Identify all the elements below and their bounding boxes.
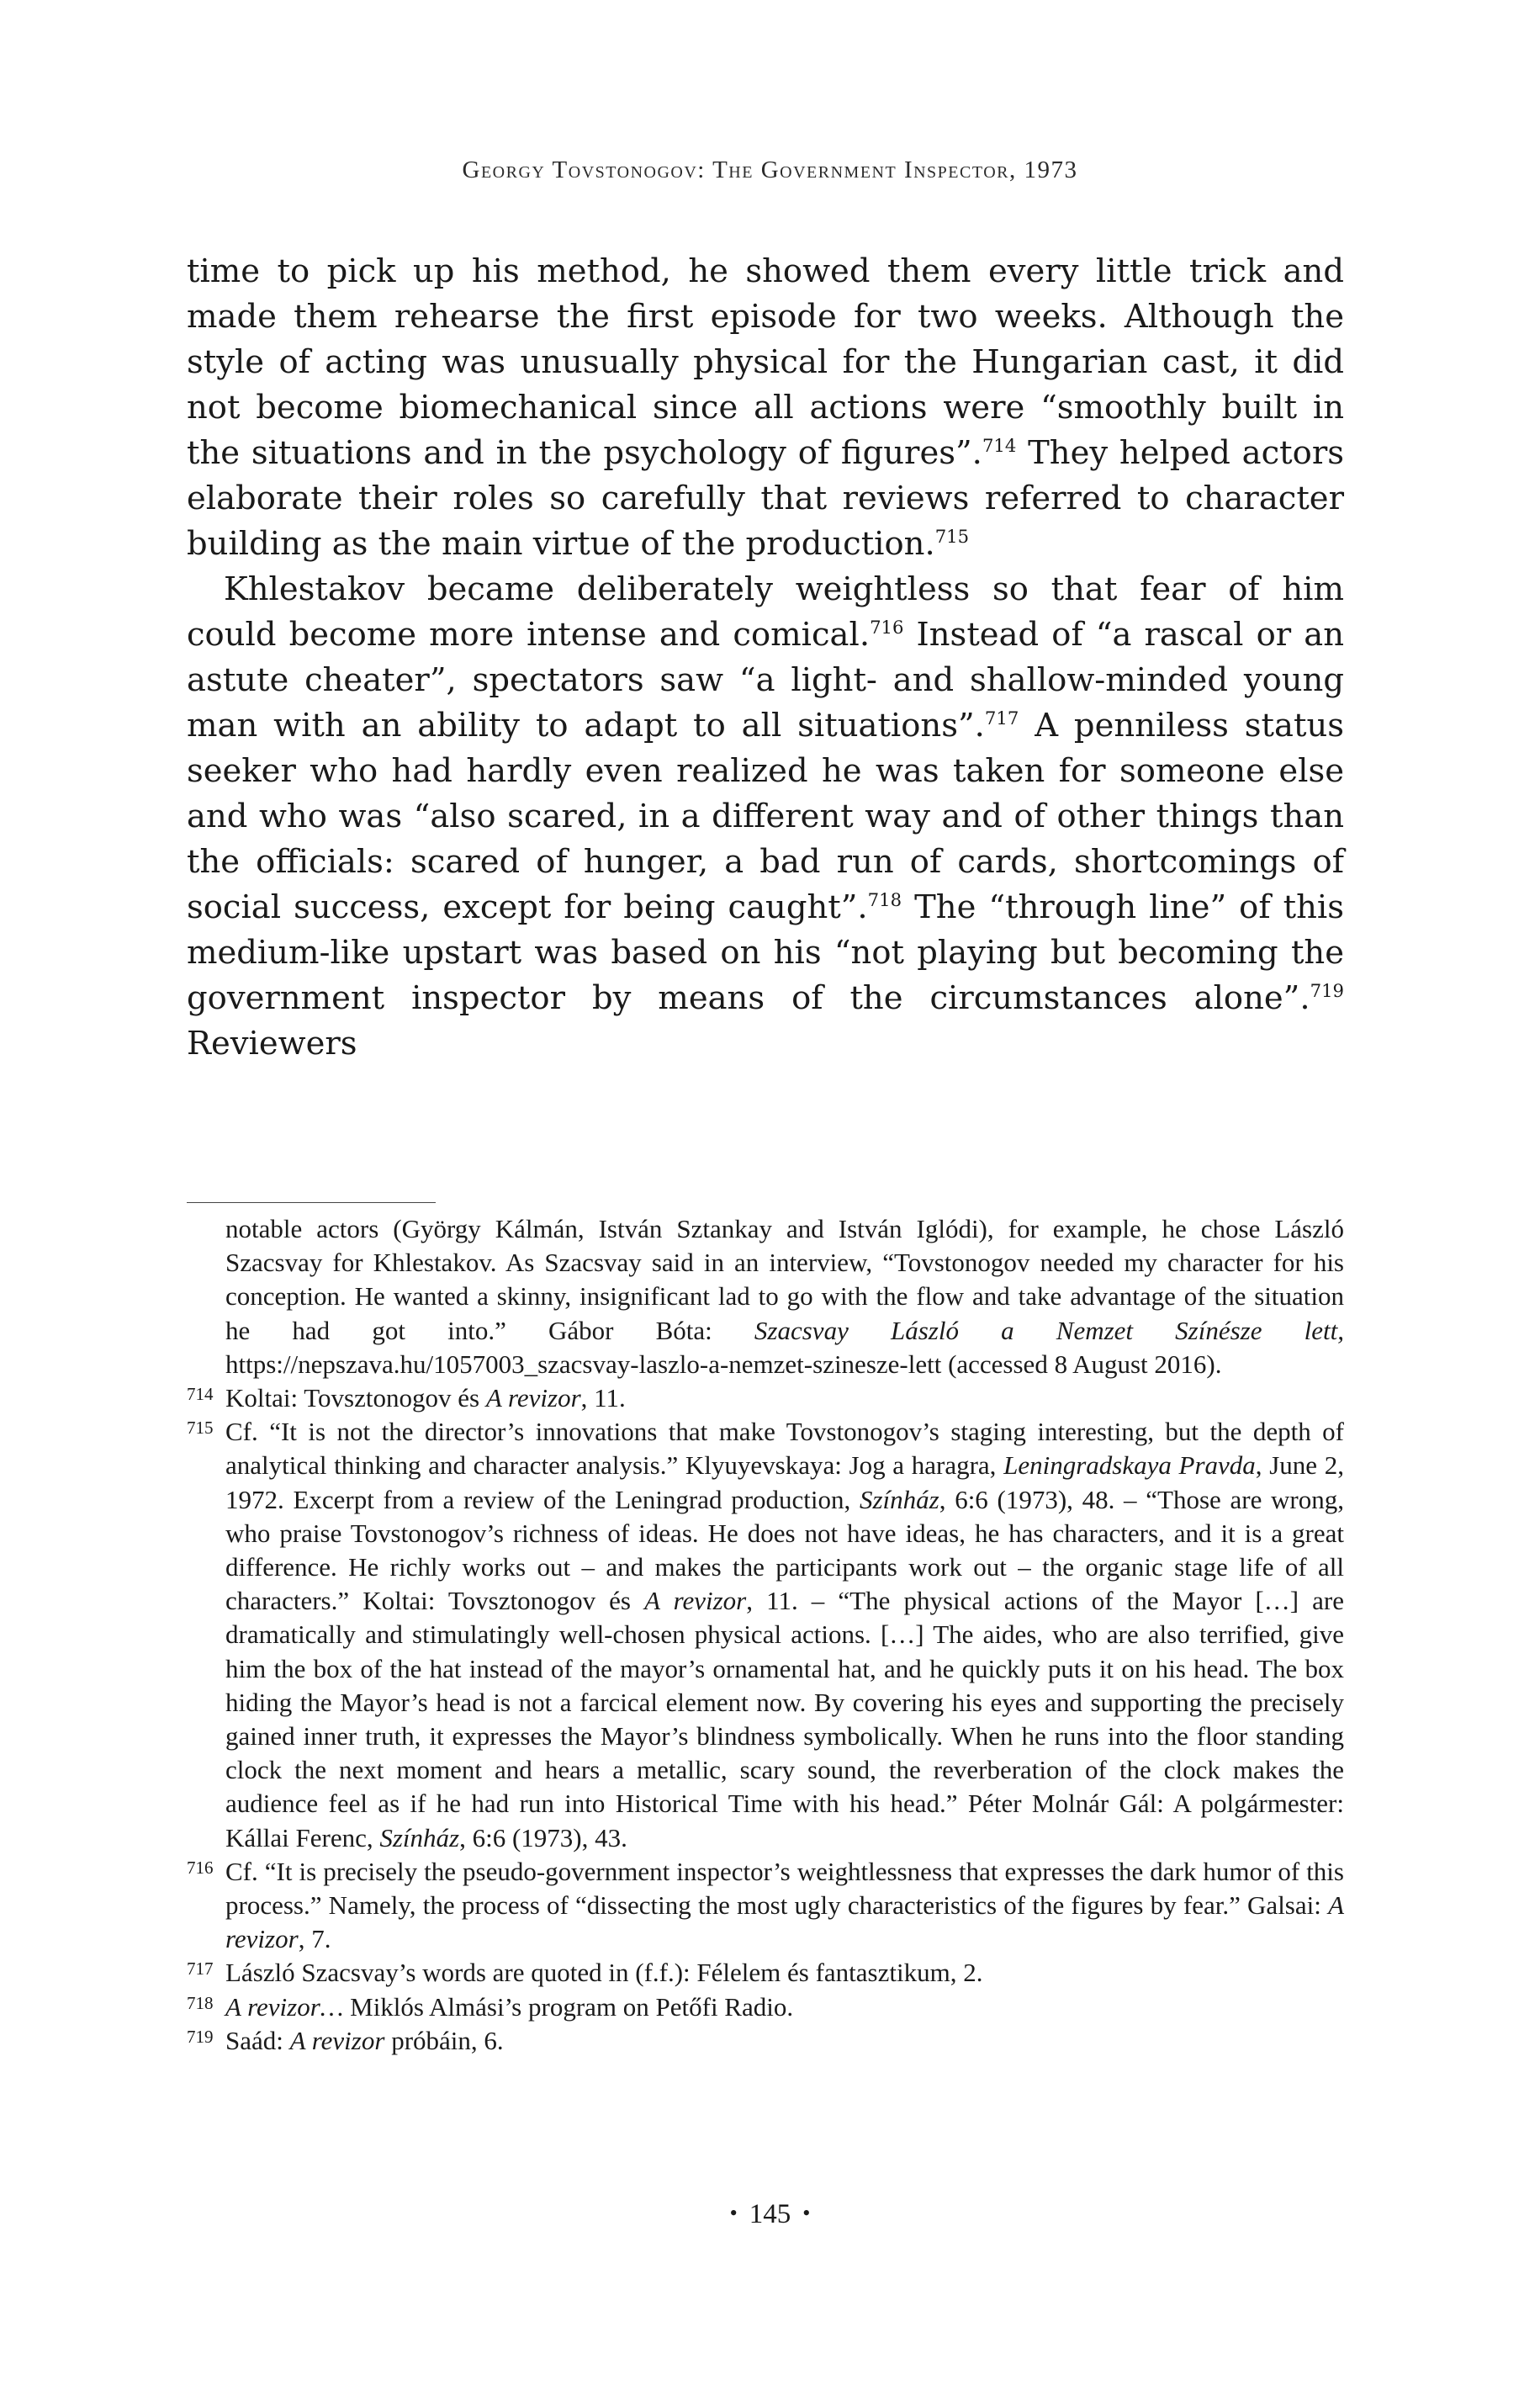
footnote-716 (187, 1855, 1344, 1957)
text-run: Khlestakov became deliberately weightless so that fear of him could become more intense and comical. (187, 570, 1344, 654)
text-run: The “through line” of this medium-like upstart was based on his “not playing but becoming the government inspector by means of the circumstances alone”. (187, 888, 1344, 1017)
footnote-number: 719 (187, 2026, 214, 2047)
text-run: , 6:6 (1973), 43. (459, 1822, 627, 1852)
footnote-number: 716 (187, 1857, 214, 1878)
footnote-ref[interactable]: 714 (982, 435, 1017, 457)
text-italic: Leningradskaya Pravda (1003, 1450, 1256, 1481)
text-italic: A revizor (225, 1890, 1344, 1954)
footnote-ref[interactable]: 718 (867, 889, 902, 911)
footnote-714 (187, 1381, 1344, 1415)
footnote-number: 714 (187, 1384, 214, 1405)
footnote-number: 715 (187, 1418, 214, 1439)
footnote-ref[interactable]: 717 (984, 708, 1019, 729)
text-run: Miklós Almási’s program on Petőfi Radio. (343, 1991, 794, 2022)
text-run: László Szacsvay’s words are quoted in (f.f.): Félelem és fantasztikum, 2. (225, 1958, 983, 1988)
text-run: , June 2, 1972. Excerpt from a review of the Leningrad production, (225, 1450, 1344, 1514)
text-run: Koltai: Tovsztonogov és (225, 1383, 486, 1413)
footnote-719 (187, 2024, 1344, 2058)
text-italic: A revizor (289, 2025, 385, 2055)
footnote-ref[interactable]: 719 (1310, 980, 1344, 1002)
text-italic: A revizor (644, 1586, 747, 1616)
paragraph (187, 567, 1344, 1067)
bullet-ornament: • (729, 2201, 738, 2225)
text-italic: Szacsvay László a Nemzet Színésze lett, (754, 1315, 1344, 1345)
text-run: próbáin, 6. (384, 2025, 504, 2055)
text-run: , 11. – “The physical actions of the Mayor […] are dramatically and stimulatingly well-chosen physical actions. […] The aides, who are also terrified, give him the box of the hat instead of the mayor’s ornamental hat, and he quickly puts it on his head. The box hiding the Mayor’s head is not a farcical element now. By covering his eyes and supporting the precisely gained inner truth, it expresses the Mayor’s blindness symbolically. When he runs into the floor standing clock the next moment and hears a metallic, scary sound, the reverberation of the clock makes the audience feel as if he had run into Historical Time with his head.” Péter Molnár Gál: A polgármester: Kállai Ferenc, (225, 1586, 1344, 1852)
footnote-number: 718 (187, 1992, 214, 2013)
page-number-value: 145 (749, 2199, 791, 2229)
footnote-718 (187, 1990, 1344, 2024)
text-run: https://nepszava.hu/1057003_szacsvay-laszlo-a-nemzet-szinesze-lett (accessed 8 August 2016). (225, 1349, 1222, 1379)
text-run: Cf. “It is not the director’s innovations that make Tovstonogov’s staging interesting, but the depth of analytical thinking and character analysis.” Klyuyevskaya: Jog a haragra, (225, 1417, 1344, 1481)
text-run: , 6:6 (1973), 48. – “Those are wrong, who praise Tovstonogov’s richness of ideas. He does not have ideas, he has characters, and it is a great difference. He richly works out – and makes the participants work out – the organic stage life of all characters.” Koltai: Tovsztonogov és (225, 1484, 1344, 1616)
text-run: , 7. (298, 1924, 331, 1954)
text-italic: Színház (859, 1484, 939, 1514)
page-number (0, 2199, 1540, 2230)
bullet-ornament: • (802, 2201, 811, 2225)
footnote-continuation (187, 1212, 1344, 1381)
text-run: Cf. “It is precisely the pseudo-government inspector’s weightlessness that expresses the dark humor of this process.” Namely, the process of “dissecting the most ugly characteristics of the figures by fear.” Galsai: (225, 1856, 1344, 1921)
footnotes (187, 1212, 1344, 2058)
text-italic: A revizor (485, 1383, 581, 1413)
text-run: Instead of “a rascal or an astute cheater”, spectators saw “a light- and shallow-minded young man with an ability to adapt to all situations”. (187, 616, 1345, 745)
footnote-separator (187, 1202, 436, 1203)
footnote-717 (187, 1956, 1344, 1990)
text-run: A penniless status seeker who had hardly even realized he was taken for someone else and who was “also scared, in a different way and of other things than the officials: scared of hunger, a bad run of cards, shortcomings of social success, except for being caught”. (187, 707, 1345, 926)
footnote-715 (187, 1415, 1344, 1855)
text-run: They helped actors elaborate their roles so carefully that reviews referred to character building as the main virtue of the production. (187, 434, 1344, 563)
text-run: notable actors (György Kálmán, István Sztankay and István Iglódi), for example, he chose László Szacsvay for Khlestakov. As Szacsvay said in an interview, “Tovstonogov needed my character for his conception. He wanted a skinny, insignificant lad to go with the flow and take advantage of the situation he had got into.” Gábor Bóta: (225, 1214, 1344, 1345)
text-run: time to pick up his method, he showed them every little trick and made them rehearse the first episode for two weeks. Although the style of acting was unusually physical for the Hungarian cast, it did not become biomechanical since all actions were “smoothly built in the situations and in the psychology of figures”. (187, 252, 1344, 472)
text-run: Saád: (225, 2025, 290, 2055)
running-head: Georgy Tovstonogov: The Government Inspector, 1973 (462, 156, 1078, 183)
text-run: Reviewers (187, 1025, 357, 1063)
paragraph (187, 249, 1344, 567)
main-text (187, 249, 1344, 1067)
text-run: , 11. (580, 1383, 626, 1413)
footnote-number: 717 (187, 1958, 214, 1980)
text-italic: Színház (379, 1822, 460, 1852)
text-italic: A revizor… (225, 1991, 344, 2022)
footnote-ref[interactable]: 716 (870, 617, 904, 639)
footnote-ref[interactable]: 715 (934, 526, 970, 548)
